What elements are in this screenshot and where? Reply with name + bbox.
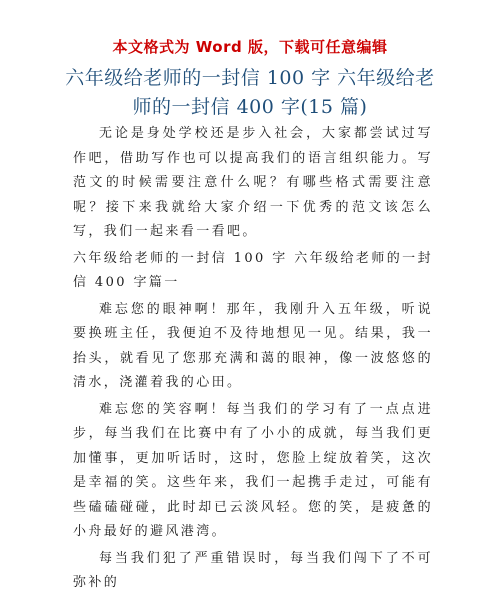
body-paragraph-1: 难忘您的眼神啊！那年，我刚升入五年级，听说要换班主任，我便迫不及待地想见一见。结果，我一抬头，就看见了您那充满和蔼的眼神，像一波悠悠的清水，浇灌着我的心田。 (73, 301, 433, 390)
body-paragraph-3: 每当我们犯了严重错误时，每当我们闯下了不可弥补的 (73, 550, 433, 590)
intro-paragraph: 无论是身处学校还是步入社会，大家都尝试过写作吧，借助写作也可以提高我们的语言组织能力。写范文的时候需要注意什么呢？有哪些格式需要注意呢？接下来我就给大家介绍一下优秀的范文该怎么写，我们一起来看一看吧。 (73, 126, 433, 239)
section-heading: 六年级给老师的一封信 100 字 六年级给老师的一封信 400 字篇一 (73, 250, 433, 290)
format-notice-banner: 本文格式为 Word 版，下载可任意编辑 (112, 38, 388, 56)
document-title: 六年级给老师的一封信 100 字 六年级给老师的一封信 400 字(15 篇) (65, 67, 435, 118)
body-paragraph-2: 难忘您的笑容啊！每当我们的学习有了一点点进步，每当我们在比赛中有了小小的成就，每当我们更加懂事，更加听话时，这时，您脸上绽放着笑，这次是幸福的笑。这些年来，我们一起携手走过，可能有些磕磕碰碰，此时却已云淡风轻。您的笑，是疲惫的小舟最好的避风港湾。 (73, 401, 433, 539)
document-body (73, 122, 433, 598)
